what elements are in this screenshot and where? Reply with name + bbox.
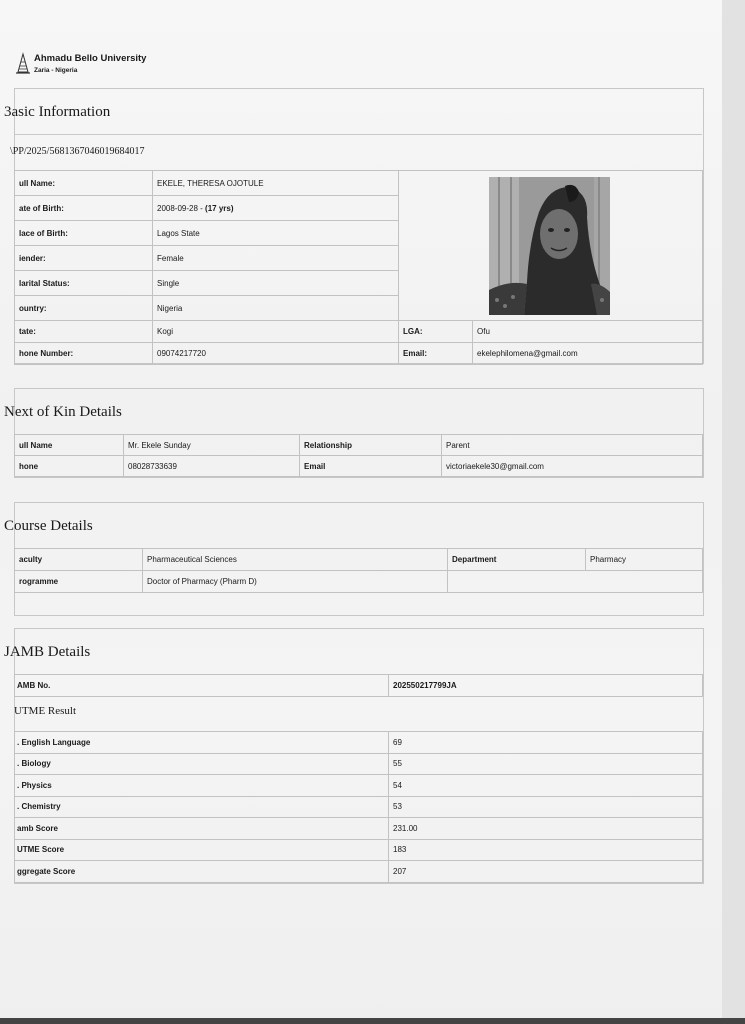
programme-value: Doctor of Pharmacy (Pharm D) — [143, 571, 448, 593]
subject-label: . Biology — [15, 753, 389, 775]
table-row — [15, 343, 703, 365]
field-label: LGA: — [399, 321, 473, 343]
photo-cell — [399, 171, 703, 321]
field-label: Email — [300, 456, 442, 477]
table-row — [15, 321, 703, 343]
field-label: tate: — [15, 321, 153, 343]
full-name-value: EKELE, THERESA OJOTULE — [153, 171, 399, 196]
gender-value: Female — [153, 246, 399, 271]
nok-phone-value: 08028733639 — [124, 456, 300, 477]
age: (17 yrs) — [205, 203, 234, 213]
subject-score: 55 — [389, 753, 703, 775]
scan-edge — [722, 0, 745, 1024]
field-label: ull Name: — [15, 171, 153, 196]
utme-result-title: UTME Result — [14, 705, 77, 717]
jamb-number-table — [14, 674, 703, 697]
field-label: AMB No. — [15, 675, 389, 697]
field-label: Email: — [399, 343, 473, 365]
field-label: iender: — [15, 246, 153, 271]
table-row — [15, 775, 703, 797]
next-of-kin-table — [14, 434, 703, 477]
university-crest-icon — [16, 52, 30, 74]
dob-date: 2008-09-28 - — [157, 203, 206, 213]
field-label: ggregate Score — [15, 861, 389, 883]
basic-information-title: 3asic Information — [4, 104, 111, 120]
dob-value — [153, 196, 399, 221]
application-number: \PP/2025/5681367046019684017 — [10, 146, 145, 157]
phone-value: 09074217720 — [153, 343, 399, 365]
aggregate-score-value: 207 — [389, 861, 703, 883]
field-label: lace of Birth: — [15, 221, 153, 246]
table-row — [15, 571, 703, 593]
passport-photo — [399, 172, 703, 320]
table-row — [15, 753, 703, 775]
subject-label: . Chemistry — [15, 796, 389, 818]
table-row — [15, 732, 703, 754]
table-row — [15, 675, 703, 697]
utme-result-table — [14, 731, 703, 883]
university-address: Zaria - Nigeria — [34, 67, 78, 74]
field-label: ull Name — [15, 435, 124, 456]
nok-name-value: Mr. Ekele Sunday — [124, 435, 300, 456]
field-label: hone Number: — [15, 343, 153, 365]
table-row — [15, 435, 703, 456]
email-value: ekelephilomena@gmail.com — [473, 343, 703, 365]
course-details-table — [14, 548, 703, 593]
nok-email-value: victoriaekele30@gmail.com — [442, 456, 703, 477]
marital-status-value: Single — [153, 271, 399, 296]
jamb-details-title: JAMB Details — [4, 644, 91, 660]
department-value: Pharmacy — [586, 549, 703, 571]
jamb-number-value: 202550217799JA — [389, 675, 703, 697]
table-row — [15, 456, 703, 477]
next-of-kin-title: Next of Kin Details — [4, 404, 122, 420]
field-label: Department — [448, 549, 586, 571]
country-value: Nigeria — [153, 296, 399, 321]
field-label: rogramme — [15, 571, 143, 593]
subject-label: . English Language — [15, 732, 389, 754]
field-label: UTME Score — [15, 839, 389, 861]
table-row — [15, 796, 703, 818]
putme-score-value: 183 — [389, 839, 703, 861]
table-row — [15, 839, 703, 861]
faculty-value: Pharmaceutical Sciences — [143, 549, 448, 571]
field-label: amb Score — [15, 818, 389, 840]
field-label: Relationship — [300, 435, 442, 456]
empty-cell — [448, 571, 703, 593]
nok-relationship-value: Parent — [442, 435, 703, 456]
subject-score: 69 — [389, 732, 703, 754]
divider — [14, 134, 702, 135]
table-row — [15, 549, 703, 571]
basic-info-table — [14, 170, 703, 365]
state-value: Kogi — [153, 321, 399, 343]
place-of-birth-value: Lagos State — [153, 221, 399, 246]
table-row — [15, 171, 703, 196]
table-row — [15, 861, 703, 883]
field-label: larital Status: — [15, 271, 153, 296]
field-label: ountry: — [15, 296, 153, 321]
field-label: aculty — [15, 549, 143, 571]
table-row — [15, 818, 703, 840]
subject-score: 53 — [389, 796, 703, 818]
field-label: ate of Birth: — [15, 196, 153, 221]
subject-score: 54 — [389, 775, 703, 797]
university-name: Ahmadu Bello University — [34, 53, 147, 64]
subject-label: . Physics — [15, 775, 389, 797]
scan-bottom-edge — [0, 1018, 745, 1024]
jamb-score-value: 231.00 — [389, 818, 703, 840]
lga-value: Ofu — [473, 321, 703, 343]
field-label: hone — [15, 456, 124, 477]
course-details-title: Course Details — [4, 518, 93, 534]
